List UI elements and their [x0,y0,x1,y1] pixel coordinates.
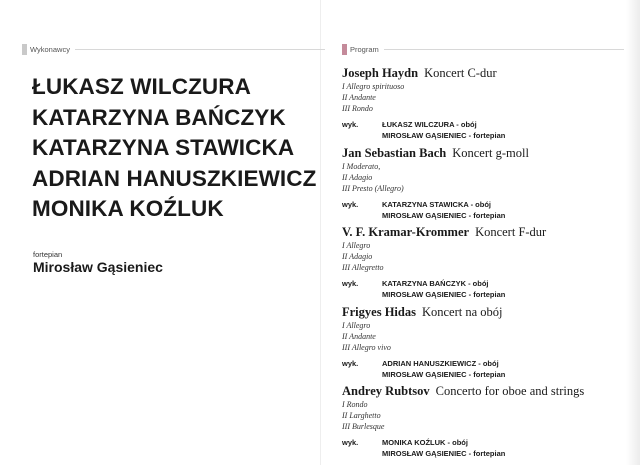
movement: II Adagio [342,173,373,182]
wyk-label: wyk. [342,359,359,368]
performer-name: MONIKA KOŹLUK [32,196,224,221]
work-title: Koncert na obój [421,305,503,319]
movement: I Allegro [342,321,371,330]
composer-name: Jan Sebastian Bach [342,146,447,160]
performer-line: ADRIAN HANUSZKIEWICZ - obój [382,359,499,368]
section-tag-performers [22,44,325,55]
program-piece [342,224,627,300]
movement: III Burlesque [342,422,385,431]
movement: I Allegro [342,241,371,250]
performer-name: ADRIAN HANUSZKIEWICZ [32,165,317,191]
performer-list [32,72,316,225]
movement: II Andante [342,332,376,341]
movement-list [342,81,627,114]
program-piece [342,304,627,380]
movement: III Rondo [342,104,373,113]
movement-list [342,399,627,432]
piece-performers [342,278,627,300]
movement-list [342,161,627,194]
tag-rule [75,49,325,50]
piece-performers [342,199,627,221]
column-divider [320,0,321,465]
performer-lines [382,358,505,380]
wyk-label: wyk. [342,279,359,288]
movement: II Andante [342,93,376,102]
piece-heading [342,383,627,399]
composer-name: Andrey Rubtsov [342,384,430,398]
movement: III Allegro vivo [342,343,391,352]
performer-lines [382,437,505,459]
performer-name: KATARZYNA BAŃCZYK [32,104,286,130]
composer-name: Frigyes Hidas [342,305,416,319]
movement: I Allegro spirituoso [342,82,405,91]
performer-line: ŁUKASZ WILCZURA - obój [382,120,477,129]
section-label: Program [350,45,379,54]
performer-lines [382,278,505,300]
piece-performers [342,358,627,380]
movement: II Adagio [342,252,373,261]
performer-lines [382,199,505,221]
performer-name: KATARZYNA STAWICKA [32,135,295,160]
performer-line: MONIKA KOŹLUK - obój [382,438,468,447]
section-label: Wykonawcy [30,45,70,54]
movement-list [342,320,627,353]
performer-name: ŁUKASZ WILCZURA [32,74,251,99]
work-title: Concerto for oboe and strings [435,384,585,398]
piece-heading [342,224,627,240]
performer-line: MIROSŁAW GĄSIENIEC - fortepian [382,131,506,140]
section-tag-program [342,44,624,55]
wyk-label: wyk. [342,438,359,447]
wyk-label: wyk. [342,200,359,209]
tag-marker [342,44,347,55]
fortepian-label: fortepian [33,250,63,259]
movement: II Larghetto [342,411,381,420]
tag-marker [22,44,27,55]
composer-name: Joseph Haydn [342,66,419,80]
piece-heading [342,65,627,81]
piece-heading [342,304,627,320]
movement: I Moderato, [342,162,381,171]
performer-line: MIROSŁAW GĄSIENIEC - fortepian [382,211,506,220]
movement: III Presto (Allegro) [342,184,404,193]
piece-heading [342,145,627,161]
composer-name: V. F. Kramar-Krommer [342,225,470,239]
movement: III Allegretto [342,263,384,272]
fortepian-name: Mirosław Gąsieniec [33,259,163,275]
performer-line: KATARZYNA STAWICKA - obój [382,200,492,209]
work-title: Koncert C-dur [424,66,497,80]
wyk-label: wyk. [342,120,359,129]
program-piece [342,145,627,221]
performer-line: MIROSŁAW GĄSIENIEC - fortepian [382,449,506,458]
piece-performers [342,119,627,141]
work-title: Koncert g-moll [452,146,529,160]
work-title: Koncert F-dur [475,225,547,239]
performer-line: KATARZYNA BAŃCZYK - obój [382,279,489,288]
performer-line: MIROSŁAW GĄSIENIEC - fortepian [382,290,506,299]
page-edge-shadow [626,0,640,465]
program-piece [342,65,627,141]
program-piece [342,383,627,459]
movement: I Rondo [342,400,368,409]
performer-line: MIROSŁAW GĄSIENIEC - fortepian [382,370,506,379]
movement-list [342,240,627,273]
tag-rule [384,49,624,50]
performer-lines [382,119,505,141]
piece-performers [342,437,627,459]
